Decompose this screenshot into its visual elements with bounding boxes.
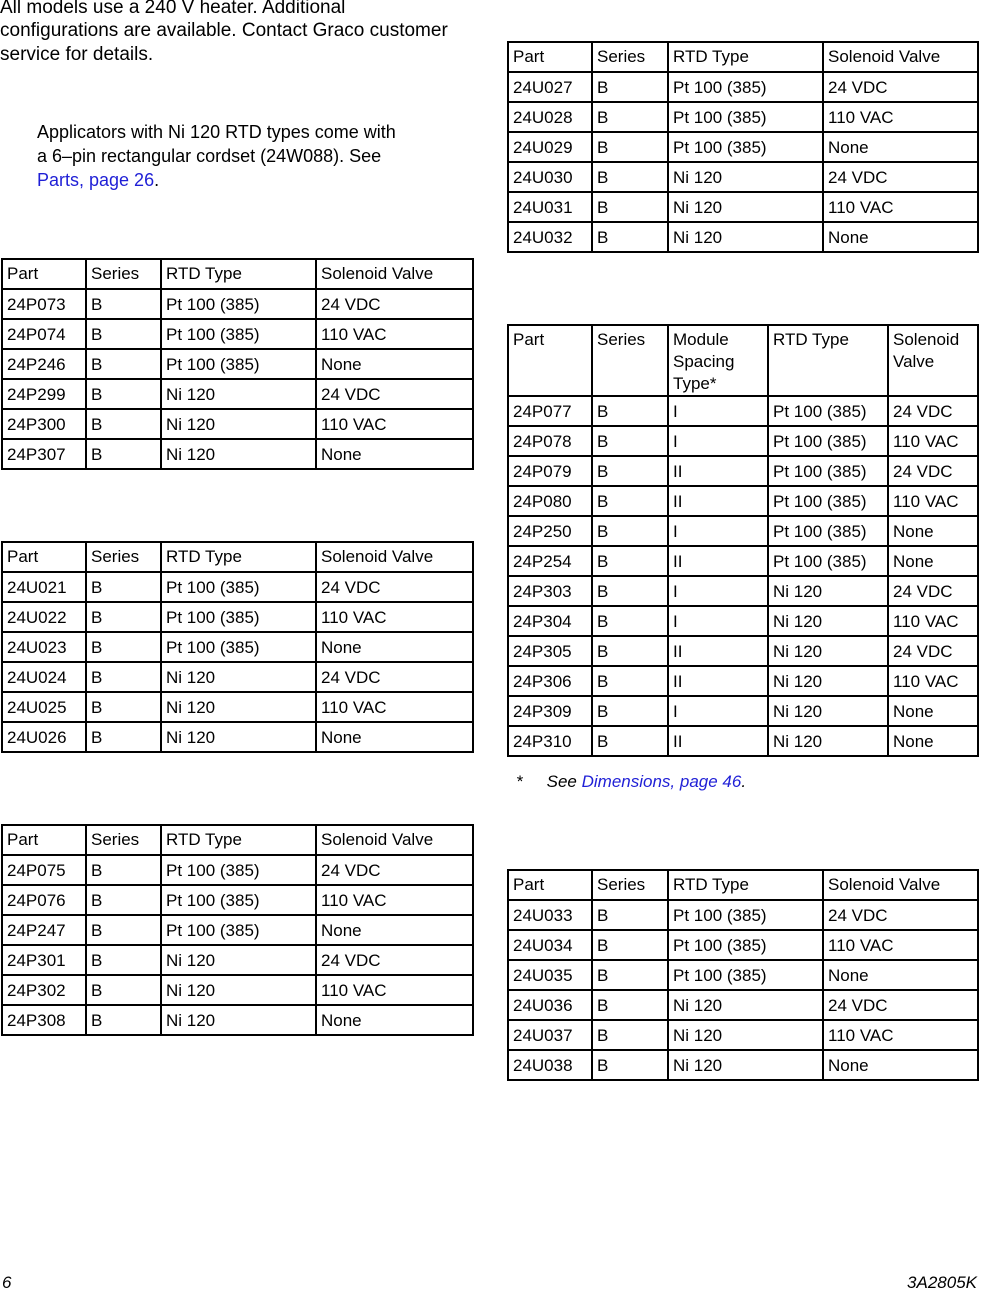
table-cell: None: [316, 439, 473, 469]
table-cell: Pt 100 (385): [668, 900, 823, 930]
table-cell: Pt 100 (385): [668, 132, 823, 162]
table-cell: II: [668, 486, 768, 516]
table-cell: None: [316, 915, 473, 945]
table-row: [508, 162, 978, 192]
table-cell: II: [668, 726, 768, 756]
table-row: [2, 632, 473, 662]
table-cell: 24 VDC: [823, 990, 978, 1020]
table-row: [2, 439, 473, 469]
table-cell: 110 VAC: [888, 426, 978, 456]
table-header-row: [508, 42, 978, 72]
note-period: .: [154, 170, 160, 190]
table-cell: B: [592, 636, 668, 666]
header-rtd-type: RTD Type: [668, 870, 823, 900]
table-cell: B: [86, 602, 161, 632]
table-cell: B: [592, 546, 668, 576]
table-cell: Ni 120: [668, 1050, 823, 1080]
table-cell: B: [86, 349, 161, 379]
table-row: [2, 915, 473, 945]
table-cell: Ni 120: [768, 696, 888, 726]
table-cell: 24U024: [2, 662, 86, 692]
table-row: [2, 349, 473, 379]
table-cell: Pt 100 (385): [768, 426, 888, 456]
table-cell: 24 VDC: [823, 72, 978, 102]
table-cell: Pt 100 (385): [161, 349, 316, 379]
table-header-row: [2, 542, 473, 572]
parts-table-6: [507, 869, 979, 1081]
table-cell: 110 VAC: [316, 885, 473, 915]
table-cell: B: [86, 289, 161, 319]
table-cell: 24U035: [508, 960, 592, 990]
table-cell: B: [86, 632, 161, 662]
table-cell: 24U023: [2, 632, 86, 662]
table-row: [2, 692, 473, 722]
table-cell: 24 VDC: [316, 662, 473, 692]
table-cell: 24P078: [508, 426, 592, 456]
table-cell: Ni 120: [161, 662, 316, 692]
table-cell: None: [823, 960, 978, 990]
table-cell: Ni 120: [668, 1020, 823, 1050]
table-cell: Pt 100 (385): [768, 546, 888, 576]
table-cell: None: [316, 722, 473, 752]
table-cell: Ni 120: [768, 576, 888, 606]
parts-table-5: [507, 324, 979, 757]
table-cell: Pt 100 (385): [161, 885, 316, 915]
table-cell: B: [86, 409, 161, 439]
footnote-period: .: [741, 772, 747, 791]
header-part: Part: [508, 325, 592, 396]
table-cell: Pt 100 (385): [668, 960, 823, 990]
table-row: [508, 426, 978, 456]
table-cell: B: [86, 572, 161, 602]
table-row: [2, 379, 473, 409]
table-cell: 24U026: [2, 722, 86, 752]
header-solenoid-valve: Solenoid Valve: [823, 42, 978, 72]
table-row: [2, 409, 473, 439]
dimensions-page-link[interactable]: Dimensions, page 46: [581, 772, 742, 791]
table-cell: 24P080: [508, 486, 592, 516]
table-cell: Ni 120: [161, 975, 316, 1005]
table-row: [508, 192, 978, 222]
table-row: [2, 319, 473, 349]
table-cell: B: [592, 222, 668, 252]
table-cell: B: [592, 666, 668, 696]
header-solenoid-valve: Solenoid Valve: [888, 325, 978, 396]
table-row: [508, 900, 978, 930]
table-row: [508, 666, 978, 696]
table-cell: B: [592, 426, 668, 456]
table-cell: B: [86, 722, 161, 752]
table-cell: Pt 100 (385): [161, 572, 316, 602]
header-rtd-type: RTD Type: [768, 325, 888, 396]
table-row: [2, 722, 473, 752]
header-rtd-type: RTD Type: [161, 825, 316, 855]
table-row: [2, 289, 473, 319]
table-cell: Pt 100 (385): [668, 72, 823, 102]
header-solenoid-valve: Solenoid Valve: [316, 259, 473, 289]
intro-line-2: configurations are available. Contact Graco customer: [0, 20, 448, 41]
document-id: 3A2805K: [907, 1273, 977, 1292]
table-cell: B: [86, 1005, 161, 1035]
table-cell: 110 VAC: [316, 409, 473, 439]
table-cell: 24P246: [2, 349, 86, 379]
table-cell: 24P079: [508, 456, 592, 486]
table-cell: 110 VAC: [823, 930, 978, 960]
header-part: Part: [2, 825, 86, 855]
table-cell: 24P074: [2, 319, 86, 349]
table-cell: II: [668, 546, 768, 576]
table-cell: II: [668, 666, 768, 696]
table-cell: 24U028: [508, 102, 592, 132]
header-rtd-type: RTD Type: [161, 259, 316, 289]
table-cell: B: [592, 726, 668, 756]
table-cell: Ni 120: [768, 606, 888, 636]
table-cell: 110 VAC: [316, 975, 473, 1005]
header-series: Series: [86, 825, 161, 855]
table-cell: 110 VAC: [823, 192, 978, 222]
table-cell: None: [823, 132, 978, 162]
table-row: [2, 855, 473, 885]
table-header-row: [508, 870, 978, 900]
table-cell: 24P308: [2, 1005, 86, 1035]
table-cell: B: [592, 162, 668, 192]
table-cell: 24U022: [2, 602, 86, 632]
table-row: [508, 606, 978, 636]
table-cell: Ni 120: [161, 722, 316, 752]
table-cell: Ni 120: [161, 692, 316, 722]
table-row: [508, 990, 978, 1020]
table-row: [508, 486, 978, 516]
table-cell: 24P076: [2, 885, 86, 915]
table-cell: B: [592, 1050, 668, 1080]
table-cell: Ni 120: [161, 945, 316, 975]
header-series: Series: [86, 259, 161, 289]
table-cell: 24 VDC: [316, 572, 473, 602]
header-series: Series: [592, 42, 668, 72]
table-cell: 24 VDC: [823, 900, 978, 930]
table-cell: B: [592, 1020, 668, 1050]
header-series: Series: [592, 870, 668, 900]
table-cell: B: [86, 945, 161, 975]
table-cell: 24 VDC: [316, 855, 473, 885]
table-row: [2, 1005, 473, 1035]
table-cell: 24 VDC: [316, 379, 473, 409]
table-cell: B: [592, 516, 668, 546]
table-cell: Pt 100 (385): [161, 855, 316, 885]
table-cell: 24U032: [508, 222, 592, 252]
table-cell: Ni 120: [668, 192, 823, 222]
table-cell: 24P306: [508, 666, 592, 696]
table-cell: 24P301: [2, 945, 86, 975]
table-cell: B: [86, 885, 161, 915]
table-cell: None: [888, 726, 978, 756]
parts-page-link[interactable]: Parts, page 26: [37, 170, 155, 190]
table-cell: 24 VDC: [888, 636, 978, 666]
table-cell: B: [592, 576, 668, 606]
table-row: [508, 576, 978, 606]
header-series: Series: [86, 542, 161, 572]
table-cell: I: [668, 426, 768, 456]
note-line-3: [37, 168, 159, 192]
table-cell: B: [592, 930, 668, 960]
table-row: [508, 516, 978, 546]
table-cell: 24P250: [508, 516, 592, 546]
table-cell: Ni 120: [668, 990, 823, 1020]
table-cell: None: [888, 516, 978, 546]
table-cell: 110 VAC: [888, 486, 978, 516]
table-cell: None: [316, 349, 473, 379]
table-row: [508, 930, 978, 960]
table-cell: Pt 100 (385): [161, 602, 316, 632]
table-cell: 24U033: [508, 900, 592, 930]
table-cell: Ni 120: [161, 409, 316, 439]
table-cell: Ni 120: [161, 379, 316, 409]
table-cell: Pt 100 (385): [768, 486, 888, 516]
table-cell: 24P304: [508, 606, 592, 636]
header-part: Part: [508, 42, 592, 72]
table-header-row: [2, 825, 473, 855]
header-solenoid-valve: Solenoid Valve: [316, 542, 473, 572]
table-row: [508, 132, 978, 162]
header-rtd-type: RTD Type: [668, 42, 823, 72]
table-cell: B: [592, 960, 668, 990]
table-cell: I: [668, 606, 768, 636]
table-cell: 24 VDC: [316, 945, 473, 975]
table-row: [508, 726, 978, 756]
table-cell: I: [668, 516, 768, 546]
table-row: [508, 102, 978, 132]
table-cell: 110 VAC: [316, 692, 473, 722]
table-cell: 24P305: [508, 636, 592, 666]
table-row: [2, 975, 473, 1005]
table-cell: 24P309: [508, 696, 592, 726]
parts-table-3: [1, 824, 474, 1036]
table-cell: 24P307: [2, 439, 86, 469]
table-cell: 24P299: [2, 379, 86, 409]
table-cell: 110 VAC: [888, 666, 978, 696]
header-solenoid-valve: Solenoid Valve: [316, 825, 473, 855]
table-cell: 24P310: [508, 726, 592, 756]
table-cell: 24U027: [508, 72, 592, 102]
table-header-row: [508, 325, 978, 396]
table-cell: 24U030: [508, 162, 592, 192]
table-cell: 110 VAC: [316, 602, 473, 632]
table-cell: B: [592, 900, 668, 930]
table-cell: Ni 120: [161, 439, 316, 469]
header-part: Part: [2, 259, 86, 289]
table-cell: B: [592, 192, 668, 222]
table-cell: None: [823, 1050, 978, 1080]
table-cell: B: [86, 439, 161, 469]
table-cell: 24 VDC: [823, 162, 978, 192]
table-cell: 24 VDC: [888, 456, 978, 486]
table-header-row: [2, 259, 473, 289]
table-cell: Pt 100 (385): [161, 632, 316, 662]
intro-line-3: service for details.: [0, 44, 154, 65]
table-cell: I: [668, 576, 768, 606]
table-cell: Pt 100 (385): [668, 102, 823, 132]
table-row: [2, 885, 473, 915]
table-cell: B: [86, 975, 161, 1005]
table-cell: Pt 100 (385): [161, 915, 316, 945]
table-cell: Pt 100 (385): [768, 516, 888, 546]
table-cell: B: [592, 132, 668, 162]
table-row: [508, 396, 978, 426]
table-row: [2, 602, 473, 632]
table-row: [508, 222, 978, 252]
table-cell: 110 VAC: [823, 1020, 978, 1050]
table-cell: Pt 100 (385): [161, 319, 316, 349]
note-line-2: a 6–pin rectangular cordset (24W088). See: [37, 146, 382, 166]
table-cell: 24P254: [508, 546, 592, 576]
table-cell: 24U021: [2, 572, 86, 602]
table-cell: Ni 120: [768, 636, 888, 666]
table-cell: II: [668, 636, 768, 666]
table-cell: 24U034: [508, 930, 592, 960]
table-cell: 24U036: [508, 990, 592, 1020]
parts-table-1: [1, 258, 474, 470]
table-row: [508, 696, 978, 726]
table-row: [508, 546, 978, 576]
header-rtd-type: RTD Type: [161, 542, 316, 572]
table-cell: Ni 120: [768, 666, 888, 696]
table-cell: B: [592, 456, 668, 486]
table-cell: Pt 100 (385): [768, 396, 888, 426]
table-cell: None: [888, 696, 978, 726]
table-cell: 24U025: [2, 692, 86, 722]
table-row: [508, 1020, 978, 1050]
header-part: Part: [2, 542, 86, 572]
table-cell: 24 VDC: [888, 576, 978, 606]
table-cell: B: [86, 692, 161, 722]
table-cell: 24P247: [2, 915, 86, 945]
table-cell: 24 VDC: [888, 396, 978, 426]
table-cell: 110 VAC: [888, 606, 978, 636]
parts-table-4: [507, 41, 979, 253]
table-cell: Ni 120: [668, 162, 823, 192]
table-cell: B: [592, 990, 668, 1020]
table-cell: 24P303: [508, 576, 592, 606]
table-cell: 24U031: [508, 192, 592, 222]
footnote: [516, 772, 746, 792]
table-cell: 24P077: [508, 396, 592, 426]
header-part: Part: [508, 870, 592, 900]
table-cell: B: [592, 486, 668, 516]
table-cell: 24U038: [508, 1050, 592, 1080]
note-line-1: Applicators with Ni 120 RTD types come with: [37, 122, 396, 142]
table-row: [2, 945, 473, 975]
table-cell: B: [592, 102, 668, 132]
table-row: [508, 72, 978, 102]
footnote-prefix: See: [546, 772, 582, 791]
table-cell: 24 VDC: [316, 289, 473, 319]
table-cell: Pt 100 (385): [161, 289, 316, 319]
footnote-marker: *: [516, 772, 523, 791]
table-cell: 110 VAC: [316, 319, 473, 349]
table-cell: None: [316, 1005, 473, 1035]
table-cell: 24P075: [2, 855, 86, 885]
table-row: [508, 456, 978, 486]
header-series: Series: [592, 325, 668, 396]
table-cell: None: [823, 222, 978, 252]
table-cell: B: [86, 855, 161, 885]
table-cell: B: [592, 72, 668, 102]
table-cell: I: [668, 696, 768, 726]
table-cell: Ni 120: [161, 1005, 316, 1035]
table-cell: 24U037: [508, 1020, 592, 1050]
table-row: [508, 960, 978, 990]
table-cell: None: [888, 546, 978, 576]
table-cell: Pt 100 (385): [768, 456, 888, 486]
table-cell: B: [592, 696, 668, 726]
table-cell: Ni 120: [768, 726, 888, 756]
table-cell: Ni 120: [668, 222, 823, 252]
table-cell: I: [668, 396, 768, 426]
table-cell: 110 VAC: [823, 102, 978, 132]
table-cell: B: [592, 606, 668, 636]
table-cell: B: [86, 379, 161, 409]
table-cell: Pt 100 (385): [668, 930, 823, 960]
table-cell: 24P302: [2, 975, 86, 1005]
table-cell: B: [86, 915, 161, 945]
table-cell: B: [86, 319, 161, 349]
table-cell: 24P300: [2, 409, 86, 439]
table-row: [508, 1050, 978, 1080]
table-cell: 24P073: [2, 289, 86, 319]
table-cell: B: [592, 396, 668, 426]
table-cell: None: [316, 632, 473, 662]
header-module-spacing-type: Module Spacing Type*: [668, 325, 768, 396]
table-cell: B: [86, 662, 161, 692]
table-cell: 24U029: [508, 132, 592, 162]
header-solenoid-valve: Solenoid Valve: [823, 870, 978, 900]
table-row: [508, 636, 978, 666]
parts-table-2: [1, 541, 474, 753]
intro-line-1: All models use a 240 V heater. Additional: [0, 0, 346, 18]
table-row: [2, 572, 473, 602]
table-cell: II: [668, 456, 768, 486]
table-row: [2, 662, 473, 692]
page-number: 6: [2, 1273, 12, 1292]
